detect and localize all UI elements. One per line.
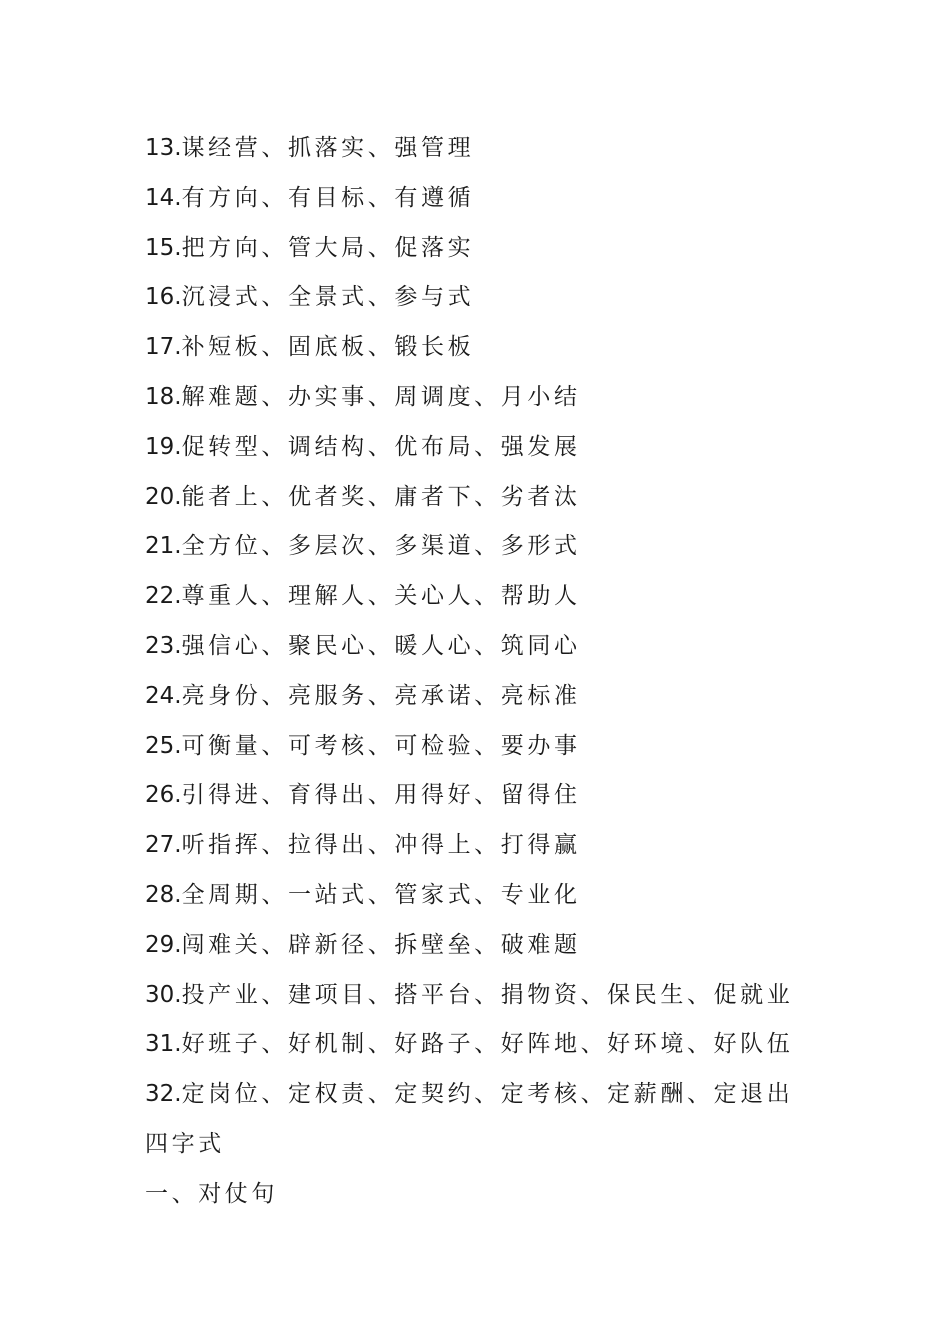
item-number: 30. [145, 981, 182, 1008]
item-text: 可衡量、可考核、可检验、要办事 [181, 732, 581, 759]
list-item [145, 1020, 845, 1070]
list-item [145, 1070, 845, 1120]
item-text: 引得进、育得出、用得好、留得住 [181, 782, 581, 809]
item-text: 解难题、办实事、周调度、月小结 [181, 383, 581, 410]
item-text: 定岗位、定权责、定契约、定考核、定薪酬、定退出 [181, 1081, 794, 1108]
item-text: 强信心、聚民心、暖人心、筑同心 [181, 632, 581, 659]
item-text: 全周期、一站式、管家式、专业化 [181, 881, 581, 908]
list-item [145, 572, 845, 622]
list-item [145, 722, 845, 772]
list-item [145, 622, 845, 672]
list-item [145, 423, 845, 473]
item-number: 21. [145, 533, 182, 560]
item-text: 有方向、有目标、有遵循 [181, 184, 475, 211]
item-number: 17. [145, 334, 182, 361]
list-item [145, 522, 845, 572]
item-text: 听指挥、拉得出、冲得上、打得赢 [181, 832, 581, 859]
list-item [145, 273, 845, 323]
item-number: 14. [145, 184, 182, 211]
item-number: 29. [145, 931, 182, 958]
item-text: 把方向、管大局、促落实 [181, 234, 475, 261]
list-item [145, 672, 845, 722]
item-number: 22. [145, 583, 182, 610]
item-number: 19. [145, 433, 182, 460]
document-body [145, 124, 845, 1220]
list-item [145, 921, 845, 971]
item-text: 闯难关、辟新径、拆壁垒、破难题 [181, 931, 581, 958]
list-item [145, 174, 845, 224]
item-number: 20. [145, 483, 182, 510]
section-heading: 四字式 [145, 1130, 225, 1157]
item-text: 沉浸式、全景式、参与式 [181, 284, 475, 311]
item-text: 亮身份、亮服务、亮承诺、亮标准 [181, 682, 581, 709]
list-item [145, 124, 845, 174]
item-number: 24. [145, 682, 182, 709]
item-number: 18. [145, 383, 182, 410]
item-number: 31. [145, 1031, 182, 1058]
list-item [145, 971, 845, 1021]
list-item [145, 473, 845, 523]
item-text: 促转型、调结构、优布局、强发展 [181, 433, 581, 460]
item-text: 好班子、好机制、好路子、好阵地、好环境、好队伍 [181, 1031, 794, 1058]
list-item [145, 224, 845, 274]
item-number: 28. [145, 881, 182, 908]
list-item [145, 771, 845, 821]
list-item [145, 373, 845, 423]
list-item [145, 821, 845, 871]
item-text: 谋经营、抓落实、强管理 [181, 135, 475, 161]
item-text: 全方位、多层次、多渠道、多形式 [181, 533, 581, 560]
item-text: 能者上、优者奖、庸者下、劣者汰 [181, 483, 581, 510]
list-item [145, 323, 845, 373]
item-number: 27. [145, 832, 182, 859]
item-number: 32. [145, 1081, 182, 1108]
item-number: 15. [145, 234, 182, 261]
item-text: 补短板、固底板、锻长板 [181, 334, 475, 361]
item-number: 13. [145, 135, 182, 161]
item-number: 25. [145, 732, 182, 759]
item-number: 26. [145, 782, 182, 809]
subsection-heading: 一、对仗句 [145, 1180, 278, 1207]
item-number: 23. [145, 632, 182, 659]
item-number: 16. [145, 284, 182, 311]
item-text: 投产业、建项目、搭平台、捐物资、保民生、促就业 [181, 981, 794, 1008]
item-text: 尊重人、理解人、关心人、帮助人 [181, 583, 581, 610]
list-item [145, 871, 845, 921]
